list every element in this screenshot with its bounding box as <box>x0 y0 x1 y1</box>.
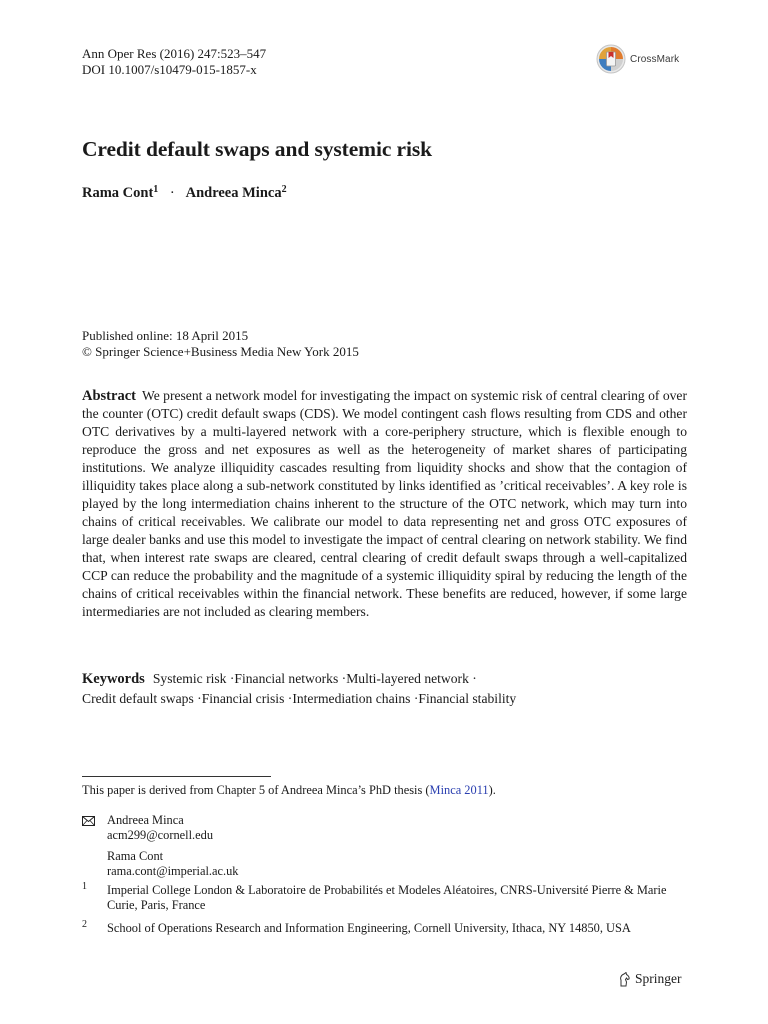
keyword: · Financial crisis <box>194 691 285 706</box>
citation-link[interactable]: Minca 2011 <box>429 783 489 797</box>
keywords-line <box>82 669 687 689</box>
affiliation-number: 1 <box>82 881 87 892</box>
thesis-footnote <box>82 782 496 798</box>
footnote-text: This paper is derived from Chapter 5 of Andreea Minca’s PhD thesis ( <box>82 783 430 797</box>
affiliation-text: School of Operations Research and Information Engineering, Cornell University, Ithaca, NY 14850, USA <box>107 921 631 935</box>
author-separator: · <box>169 185 175 201</box>
paper-title: Credit default swaps and systemic risk <box>82 137 432 161</box>
correspondence <box>82 813 238 879</box>
contact-name: Andreea Minca <box>107 813 184 827</box>
crossmark-badge[interactable] <box>596 44 679 74</box>
author-affil-ref[interactable]: 2 <box>281 184 287 195</box>
publisher-logo <box>618 971 682 987</box>
affiliation-text: Imperial College London & Laboratoire de Probabilités et Modeles Aléatoires, CNRS-Université Pierre & Marie Curie, Paris, France <box>107 883 667 912</box>
footnote-end: ). <box>488 783 496 797</box>
journal-info <box>82 46 266 78</box>
contact-email[interactable]: rama.cont@imperial.ac.uk <box>107 864 239 878</box>
publisher-name: Springer <box>635 971 682 986</box>
copyright: © Springer Science+Business Media New York 2015 <box>82 344 359 359</box>
abstract-label: Abstract <box>82 388 136 404</box>
author-name: Andreea Minca <box>185 185 282 201</box>
journal-citation: Ann Oper Res (2016) 247:523–547 <box>82 46 267 61</box>
footnote-divider <box>82 776 271 777</box>
affiliation-number: 2 <box>82 919 87 930</box>
doi[interactable]: DOI 10.1007/s10479-015-1857-x <box>82 62 257 77</box>
author-name: Rama Cont <box>82 185 154 201</box>
keyword: · Financial stability <box>410 691 516 706</box>
keyword-separator: · <box>468 671 477 686</box>
affiliation <box>82 921 682 936</box>
published-date: Published online: 18 April 2015 <box>82 328 249 343</box>
affiliation <box>82 883 682 913</box>
crossmark-icon <box>596 44 626 74</box>
contact-email[interactable]: acm299@cornell.edu <box>107 828 214 842</box>
keyword: · Multi-layered network <box>338 671 469 686</box>
keyword: Credit default swaps <box>82 691 194 706</box>
keywords-label: Keywords <box>82 671 145 687</box>
contact-entry <box>82 849 238 879</box>
author-list <box>82 185 287 202</box>
crossmark-label: CrossMark <box>630 53 680 65</box>
springer-horse-icon <box>618 972 631 987</box>
abstract-text: We present a network model for investigating the impact on systemic risk of central clearing of over the counter (OTC) credit default swaps (CDS). We model contingent cash flows resulting from CDS and other OTC derivatives by a multi-layered network with a core-periphery structure, which is flexible enough to reproduce the gross and net exposures as well as the heterogeneity of market shares of participating institutions. We analyze illiquidity cascades resulting from liquidity shocks and show that the contagion of illiquidity takes place along a sub-network constituted by links identified as ’critical receivables’. A key role is played by the long intermediation chains inherent to the structure of the OTC network, which may turn into chains of critical receivables. We calibrate our model to data representing net and gross OTC exposures of large dealer banks and use this model to investigate the impact of central clearing on network stability. We find that, when interest rate swaps are cleared, central clearing of credit default swaps through a well-capitalized CCP can reduce the probability and the magnitude of a systemic illiquidity spiral by reducing the length of the chains of critical receivables within the financial network. These benefits are reduced, however, if some large intermediaries are not included as clearing members. <box>82 388 687 619</box>
keyword: Systemic risk <box>152 671 227 686</box>
author-affil-ref[interactable]: 1 <box>153 184 159 195</box>
contact-entry <box>82 813 238 843</box>
keyword: · Financial networks <box>226 671 338 686</box>
keywords-line <box>82 689 687 709</box>
abstract <box>82 387 687 621</box>
publication-info <box>82 328 359 360</box>
keyword: · Intermediation chains <box>284 691 410 706</box>
envelope-icon <box>82 816 95 826</box>
keywords <box>82 669 687 709</box>
contact-name: Rama Cont <box>107 849 164 863</box>
